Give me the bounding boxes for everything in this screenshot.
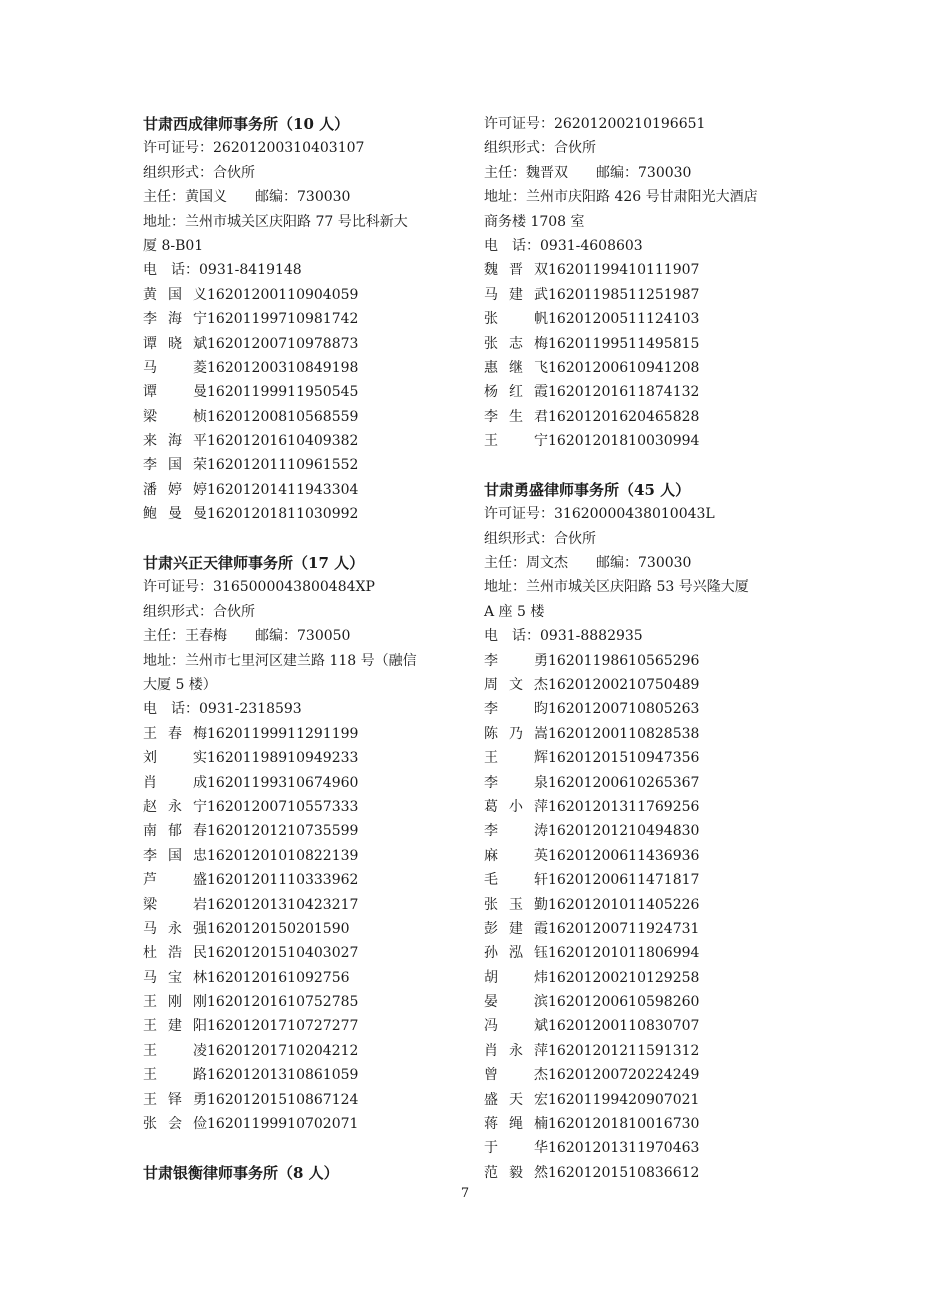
address-line: 地址：兰州市城关区庆阳路 53 号兴隆大厦 xyxy=(484,579,749,596)
lawyer-license-number: 16201201211591312 xyxy=(548,1042,700,1059)
lawyer-license-number: 16201199410111907 xyxy=(548,262,700,279)
lawyer-name: 王 凌 xyxy=(143,1042,207,1059)
phone: 电 话：0931-4608603 xyxy=(484,237,643,254)
lawyer-name: 王 宁 xyxy=(484,433,548,450)
lawyer-name: 谭晓斌 xyxy=(143,335,207,352)
lawyer-license-number: 16201201710727277 xyxy=(207,1018,359,1035)
lawyer-row xyxy=(143,429,463,453)
lawyer-name: 张 帆 xyxy=(484,311,548,328)
lawyer-license-number: 16201201010822139 xyxy=(207,847,359,864)
lawyer-name: 葛小萍 xyxy=(484,798,548,815)
lawyer-name: 晏 滨 xyxy=(484,994,548,1011)
lawyer-name: 马 菱 xyxy=(143,359,207,376)
lawyer-name: 张会俭 xyxy=(143,1116,207,1133)
lawyer-name: 盛天宏 xyxy=(484,1091,548,1108)
lawyer-row xyxy=(484,380,804,404)
lawyer-row xyxy=(143,1039,463,1063)
lawyer-name: 李 涛 xyxy=(484,823,548,840)
lawyer-name: 来海平 xyxy=(143,433,207,450)
postcode: 邮编：730030 xyxy=(596,164,692,181)
lawyer-row xyxy=(484,429,804,453)
lawyer-name: 王铎勇 xyxy=(143,1091,207,1108)
lawyer-name: 蒋绳楠 xyxy=(484,1116,548,1133)
lawyer-row xyxy=(484,819,804,843)
director-row xyxy=(484,551,804,575)
lawyer-license-number: 16201200710805263 xyxy=(548,701,700,718)
phone: 电 话：0931-8419148 xyxy=(143,262,302,279)
lawyer-row xyxy=(484,771,804,795)
lawyer-license-number: 16201200210129258 xyxy=(548,969,700,986)
lawyer-license-number: 16201201510867124 xyxy=(207,1091,359,1108)
lawyer-license-number: 16201200611436936 xyxy=(548,847,700,864)
license-number: 许可证号：26201200210196651 xyxy=(484,116,706,132)
lawyer-name: 王建阳 xyxy=(143,1018,207,1035)
lawyer-row xyxy=(143,893,463,917)
lawyer-name: 芦 盛 xyxy=(143,872,207,889)
lawyer-name: 王春梅 xyxy=(143,725,207,742)
lawyer-license-number: 16201201510836612 xyxy=(548,1164,700,1181)
lawyer-name: 李生君 xyxy=(484,408,548,425)
postcode: 邮编：730030 xyxy=(255,189,351,206)
lawyer-row xyxy=(484,868,804,892)
lawyer-row xyxy=(484,283,804,307)
address-line: 地址：兰州市七里河区建兰路 118 号（融信 xyxy=(143,652,417,669)
license-number: 许可证号：31620000438010043L xyxy=(484,506,715,523)
director-row xyxy=(143,624,463,648)
lawyer-name: 曾 杰 xyxy=(484,1067,548,1084)
lawyer-name: 梁 桢 xyxy=(143,408,207,425)
lawyer-license-number: 16201201620465828 xyxy=(548,408,700,425)
lawyer-license-number: 16201201611874132 xyxy=(548,384,700,401)
section-gap xyxy=(484,453,804,477)
lawyer-license-number: 16201199911291199 xyxy=(207,725,359,742)
lawyer-name: 李 昀 xyxy=(484,701,548,718)
lawyer-row xyxy=(143,819,463,843)
lawyer-license-number: 16201198910949233 xyxy=(207,750,359,767)
right-column xyxy=(484,112,804,1185)
page-number: 7 xyxy=(460,1186,470,1201)
lawyer-license-number: 16201201311970463 xyxy=(548,1140,700,1157)
lawyer-license-number: 16201201810030994 xyxy=(548,433,700,450)
lawyer-name: 惠继飞 xyxy=(484,359,548,376)
lawyer-name: 杨红霞 xyxy=(484,384,548,401)
lawyer-row xyxy=(143,771,463,795)
lawyer-row xyxy=(143,307,463,331)
lawyer-name: 李国荣 xyxy=(143,457,207,474)
lawyer-license-number: 16201200711924731 xyxy=(548,920,700,937)
lawyer-row xyxy=(484,917,804,941)
lawyer-row xyxy=(484,1039,804,1063)
lawyer-license-number: 16201200511124103 xyxy=(548,311,700,328)
address-line: 厦 8-B01 xyxy=(143,237,204,254)
lawyer-row xyxy=(143,1112,463,1136)
lawyer-name: 胡 炜 xyxy=(484,969,548,986)
lawyer-name: 马建武 xyxy=(484,286,548,303)
lawyer-row xyxy=(484,258,804,282)
address-line: 地址：兰州市城关区庆阳路 77 号比科新大 xyxy=(143,213,408,230)
lawyer-row xyxy=(143,966,463,990)
firm-title: 甘肃银衡律师事务所（8 人） xyxy=(143,1163,339,1182)
lawyer-row xyxy=(484,332,804,356)
lawyer-row xyxy=(484,1161,804,1185)
lawyer-name: 李海宁 xyxy=(143,311,207,328)
lawyer-row xyxy=(143,746,463,770)
lawyer-license-number: 16201200110904059 xyxy=(207,286,359,303)
lawyer-row xyxy=(484,1014,804,1038)
lawyer-license-number: 16201200610598260 xyxy=(548,994,700,1011)
lawyer-name: 李 泉 xyxy=(484,774,548,791)
lawyer-name: 梁 岩 xyxy=(143,896,207,913)
lawyer-row xyxy=(484,356,804,380)
lawyer-row xyxy=(143,332,463,356)
section-gap xyxy=(143,1136,463,1160)
lawyer-license-number: 1620120150201590 xyxy=(207,920,350,937)
lawyer-license-number: 16201201710204212 xyxy=(207,1042,359,1059)
lawyer-license-number: 16201198511251987 xyxy=(548,286,700,303)
director: 主任：王春梅 xyxy=(143,628,227,645)
organization-form: 组织形式：合伙所 xyxy=(143,603,255,620)
lawyer-row xyxy=(143,990,463,1014)
lawyer-license-number: 16201200110828538 xyxy=(548,725,700,742)
lawyer-license-number: 16201201210494830 xyxy=(548,823,700,840)
lawyer-row xyxy=(484,941,804,965)
firm-title: 甘肃西成律师事务所（10 人） xyxy=(143,115,350,133)
lawyer-row xyxy=(484,1112,804,1136)
director: 主任：魏晋双 xyxy=(484,164,568,181)
lawyer-row xyxy=(143,844,463,868)
lawyer-name: 王 辉 xyxy=(484,750,548,767)
lawyer-license-number: 16201201510403027 xyxy=(207,945,359,962)
lawyer-license-number: 16201200310849198 xyxy=(207,359,359,376)
lawyer-license-number: 16201200720224249 xyxy=(548,1067,700,1084)
lawyer-name: 张玉勤 xyxy=(484,896,548,913)
lawyer-name: 马永强 xyxy=(143,920,207,937)
lawyer-name: 于 华 xyxy=(484,1140,548,1157)
director-row xyxy=(484,161,804,185)
lawyer-name: 赵永宁 xyxy=(143,798,207,815)
lawyer-row xyxy=(143,453,463,477)
lawyer-row xyxy=(143,283,463,307)
lawyer-license-number: 16201201411943304 xyxy=(207,481,359,498)
lawyer-license-number: 16201201610752785 xyxy=(207,994,359,1011)
lawyer-name: 肖永萍 xyxy=(484,1042,548,1059)
lawyer-row xyxy=(143,722,463,746)
lawyer-row xyxy=(484,795,804,819)
lawyer-name: 张志梅 xyxy=(484,335,548,352)
lawyer-name: 周文杰 xyxy=(484,676,548,693)
lawyer-name: 南郁春 xyxy=(143,823,207,840)
lawyer-row xyxy=(484,1063,804,1087)
lawyer-license-number: 16201201610409382 xyxy=(207,433,359,450)
lawyer-name: 彭建霞 xyxy=(484,920,548,937)
address-line: 地址：兰州市庆阳路 426 号甘肃阳光大酒店 xyxy=(484,189,758,206)
lawyer-row xyxy=(484,893,804,917)
lawyer-license-number: 16201200610941208 xyxy=(548,359,700,376)
address-line: 商务楼 1708 室 xyxy=(484,213,585,230)
lawyer-license-number: 16201199511495815 xyxy=(548,335,700,352)
postcode: 邮编：730050 xyxy=(255,628,351,645)
lawyer-row xyxy=(143,356,463,380)
organization-form: 组织形式：合伙所 xyxy=(143,164,255,181)
lawyer-license-number: 16201200710978873 xyxy=(207,335,359,352)
lawyer-row xyxy=(484,1136,804,1160)
lawyer-name: 刘 实 xyxy=(143,750,207,767)
lawyer-name: 王刚刚 xyxy=(143,994,207,1011)
lawyer-name: 王 路 xyxy=(143,1067,207,1084)
lawyer-row xyxy=(484,746,804,770)
lawyer-name: 魏晋双 xyxy=(484,262,548,279)
lawyer-license-number: 16201201311769256 xyxy=(548,798,700,815)
lawyer-name: 谭 曼 xyxy=(143,384,207,401)
lawyer-license-number: 16201201110961552 xyxy=(207,457,359,474)
lawyer-row xyxy=(143,1014,463,1038)
lawyer-row xyxy=(484,673,804,697)
lawyer-license-number: 16201200810568559 xyxy=(207,408,359,425)
director: 主任：周文杰 xyxy=(484,555,568,572)
lawyer-row xyxy=(143,380,463,404)
lawyer-license-number: 16201201310423217 xyxy=(207,896,359,913)
lawyer-license-number: 16201201811030992 xyxy=(207,506,359,523)
lawyer-row xyxy=(143,917,463,941)
organization-form: 组织形式：合伙所 xyxy=(484,530,596,547)
lawyer-name: 麻 英 xyxy=(484,847,548,864)
lawyer-name: 范毅然 xyxy=(484,1164,548,1181)
lawyer-name: 潘婷婷 xyxy=(143,481,207,498)
firm-title: 甘肃兴正天律师事务所（17 人） xyxy=(143,554,365,573)
lawyer-row xyxy=(484,722,804,746)
lawyer-row xyxy=(484,697,804,721)
license-number: 许可证号：26201200310403107 xyxy=(143,140,365,157)
lawyer-name: 冯 斌 xyxy=(484,1018,548,1035)
lawyer-row xyxy=(484,405,804,429)
address-line: 大厦 5 楼） xyxy=(143,676,217,693)
lawyer-license-number: 16201201110333962 xyxy=(207,872,359,889)
lawyer-name: 李 勇 xyxy=(484,652,548,669)
lawyer-row xyxy=(143,502,463,526)
lawyer-row xyxy=(484,649,804,673)
lawyer-license-number: 16201199911950545 xyxy=(207,384,359,401)
lawyer-license-number: 16201201210735599 xyxy=(207,823,359,840)
lawyer-row xyxy=(484,307,804,331)
lawyer-row xyxy=(143,1063,463,1087)
lawyer-row xyxy=(484,990,804,1014)
lawyer-row xyxy=(143,941,463,965)
lawyer-name: 陈乃嵩 xyxy=(484,725,548,742)
lawyer-license-number: 16201201510947356 xyxy=(548,750,700,767)
lawyer-license-number: 16201201810016730 xyxy=(548,1116,700,1133)
section-gap xyxy=(143,527,463,551)
address-line: A 座 5 楼 xyxy=(484,603,545,620)
lawyer-license-number: 16201201011806994 xyxy=(548,945,700,962)
lawyer-row xyxy=(143,868,463,892)
lawyer-license-number: 16201199310674960 xyxy=(207,774,359,791)
lawyer-license-number: 16201199420907021 xyxy=(548,1091,700,1108)
postcode: 邮编：730030 xyxy=(596,555,692,572)
lawyer-license-number: 16201198610565296 xyxy=(548,652,700,669)
phone: 电 话：0931-8882935 xyxy=(484,628,643,645)
lawyer-license-number: 16201201310861059 xyxy=(207,1067,359,1084)
lawyer-row xyxy=(143,795,463,819)
lawyer-license-number: 1620120161092756 xyxy=(207,969,350,986)
director: 主任：黄国义 xyxy=(143,189,227,206)
lawyer-license-number: 16201200210750489 xyxy=(548,676,700,693)
lawyer-license-number: 16201199910702071 xyxy=(207,1116,359,1133)
lawyer-license-number: 16201201011405226 xyxy=(548,896,700,913)
director-row xyxy=(143,185,463,209)
lawyer-row xyxy=(143,478,463,502)
lawyer-row xyxy=(484,844,804,868)
organization-form: 组织形式：合伙所 xyxy=(484,140,596,157)
lawyer-row xyxy=(484,966,804,990)
lawyer-license-number: 16201200610265367 xyxy=(548,774,700,791)
license-number: 许可证号：3165000043800484XP xyxy=(143,579,375,596)
lawyer-row xyxy=(143,405,463,429)
lawyer-name: 肖 成 xyxy=(143,774,207,791)
lawyer-row xyxy=(484,1088,804,1112)
lawyer-name: 马宝林 xyxy=(143,969,207,986)
lawyer-license-number: 16201200710557333 xyxy=(207,798,359,815)
lawyer-license-number: 16201200110830707 xyxy=(548,1018,700,1035)
left-column xyxy=(143,112,463,1185)
lawyer-name: 杜浩民 xyxy=(143,945,207,962)
phone: 电 话：0931-2318593 xyxy=(143,701,302,718)
lawyer-row xyxy=(143,1088,463,1112)
lawyer-license-number: 16201200611471817 xyxy=(548,872,700,889)
lawyer-name: 孙泓钰 xyxy=(484,945,548,962)
firm-title: 甘肃勇盛律师事务所（45 人） xyxy=(484,480,691,499)
lawyer-name: 黄国义 xyxy=(143,286,207,303)
lawyer-name: 鲍曼曼 xyxy=(143,506,207,523)
lawyer-name: 毛 轩 xyxy=(484,872,548,889)
lawyer-license-number: 16201199710981742 xyxy=(207,311,359,328)
lawyer-name: 李国忠 xyxy=(143,847,207,864)
